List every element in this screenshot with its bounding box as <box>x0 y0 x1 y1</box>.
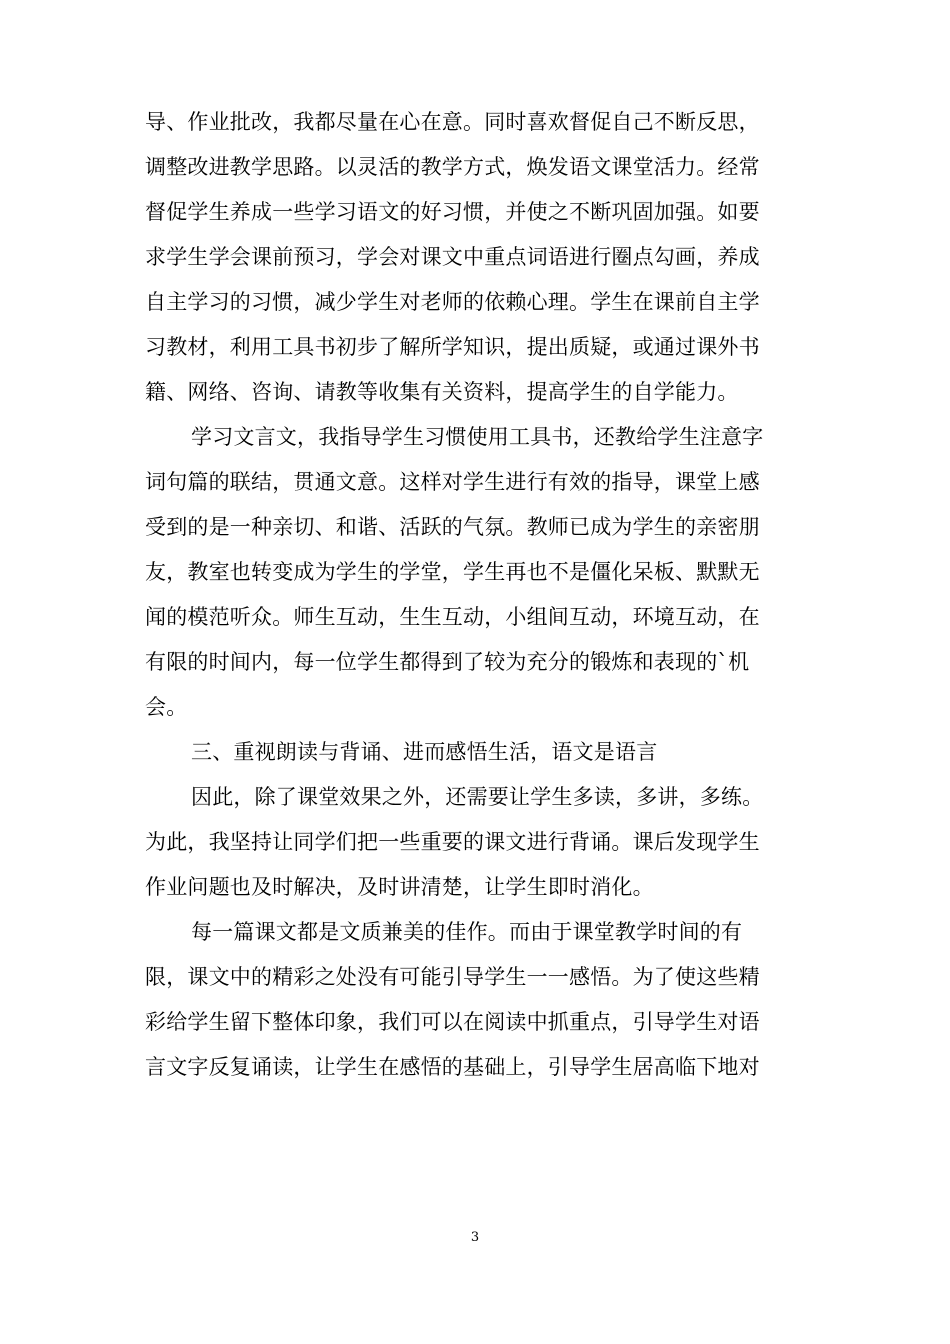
text-line: 督促学生养成一些学习语文的好习惯，并使之不断巩固加强。如要 <box>145 200 760 224</box>
text-line: 求学生学会课前预习，学会对课文中重点词语进行圈点勾画，养成 <box>145 245 760 269</box>
text-line: 习教材，利用工具书初步了解所学知识，提出质疑，或通过课外书 <box>145 335 760 359</box>
text-line: 会。 <box>145 695 188 719</box>
text-line: 籍、网络、咨询、请教等收集有关资料，提高学生的自学能力。 <box>145 380 739 404</box>
text-line: 为此，我坚持让同学们把一些重要的课文进行背诵。课后发现学生 <box>145 830 760 854</box>
text-line: 调整改进教学思路。以灵活的教学方式，焕发语文课堂活力。经常 <box>145 155 760 179</box>
section-heading: 三、重视朗读与背诵、进而感悟生活，语文是语言 <box>191 740 658 764</box>
text-line: 限，课文中的精彩之处没有可能引导学生一一感悟。为了使这些精 <box>145 965 760 989</box>
page-number: 3 <box>470 1230 480 1245</box>
text-line: 彩给学生留下整体印象，我们可以在阅读中抓重点，引导学生对语 <box>145 1010 760 1034</box>
body-text <box>145 100 800 1090</box>
text-line: 有限的时间内，每一位学生都得到了较为充分的锻炼和表现的`机 <box>145 650 750 674</box>
text-line: 友，教室也转变成为学生的学堂，学生再也不是僵化呆板、默默无 <box>145 560 760 584</box>
paragraph-start-line: 因此，除了课堂效果之外，还需要让学生多读，多讲，多练。 <box>191 785 764 809</box>
text-line: 导、作业批改，我都尽量在心在意。同时喜欢督促自己不断反思， <box>145 110 760 134</box>
text-line: 受到的是一种亲切、和谐、活跃的气氛。教师已成为学生的亲密朋 <box>145 515 760 539</box>
text-line: 闻的模范听众。师生互动，生生互动，小组间互动，环境互动，在 <box>145 605 760 629</box>
paragraph-start-line: 学习文言文，我指导学生习惯使用工具书，还教给学生注意字 <box>191 425 764 449</box>
text-line: 自主学习的习惯，减少学生对老师的依赖心理。学生在课前自主学 <box>145 290 760 314</box>
text-line: 作业问题也及时解决，及时讲清楚，让学生即时消化。 <box>145 875 654 899</box>
text-line: 词句篇的联结，贯通文意。这样对学生进行有效的指导，课堂上感 <box>145 470 760 494</box>
paragraph-start-line: 每一篇课文都是文质兼美的佳作。而由于课堂教学时间的有 <box>191 920 743 944</box>
text-line: 言文字反复诵读，让学生在感悟的基础上，引导学生居高临下地对 <box>145 1055 760 1079</box>
